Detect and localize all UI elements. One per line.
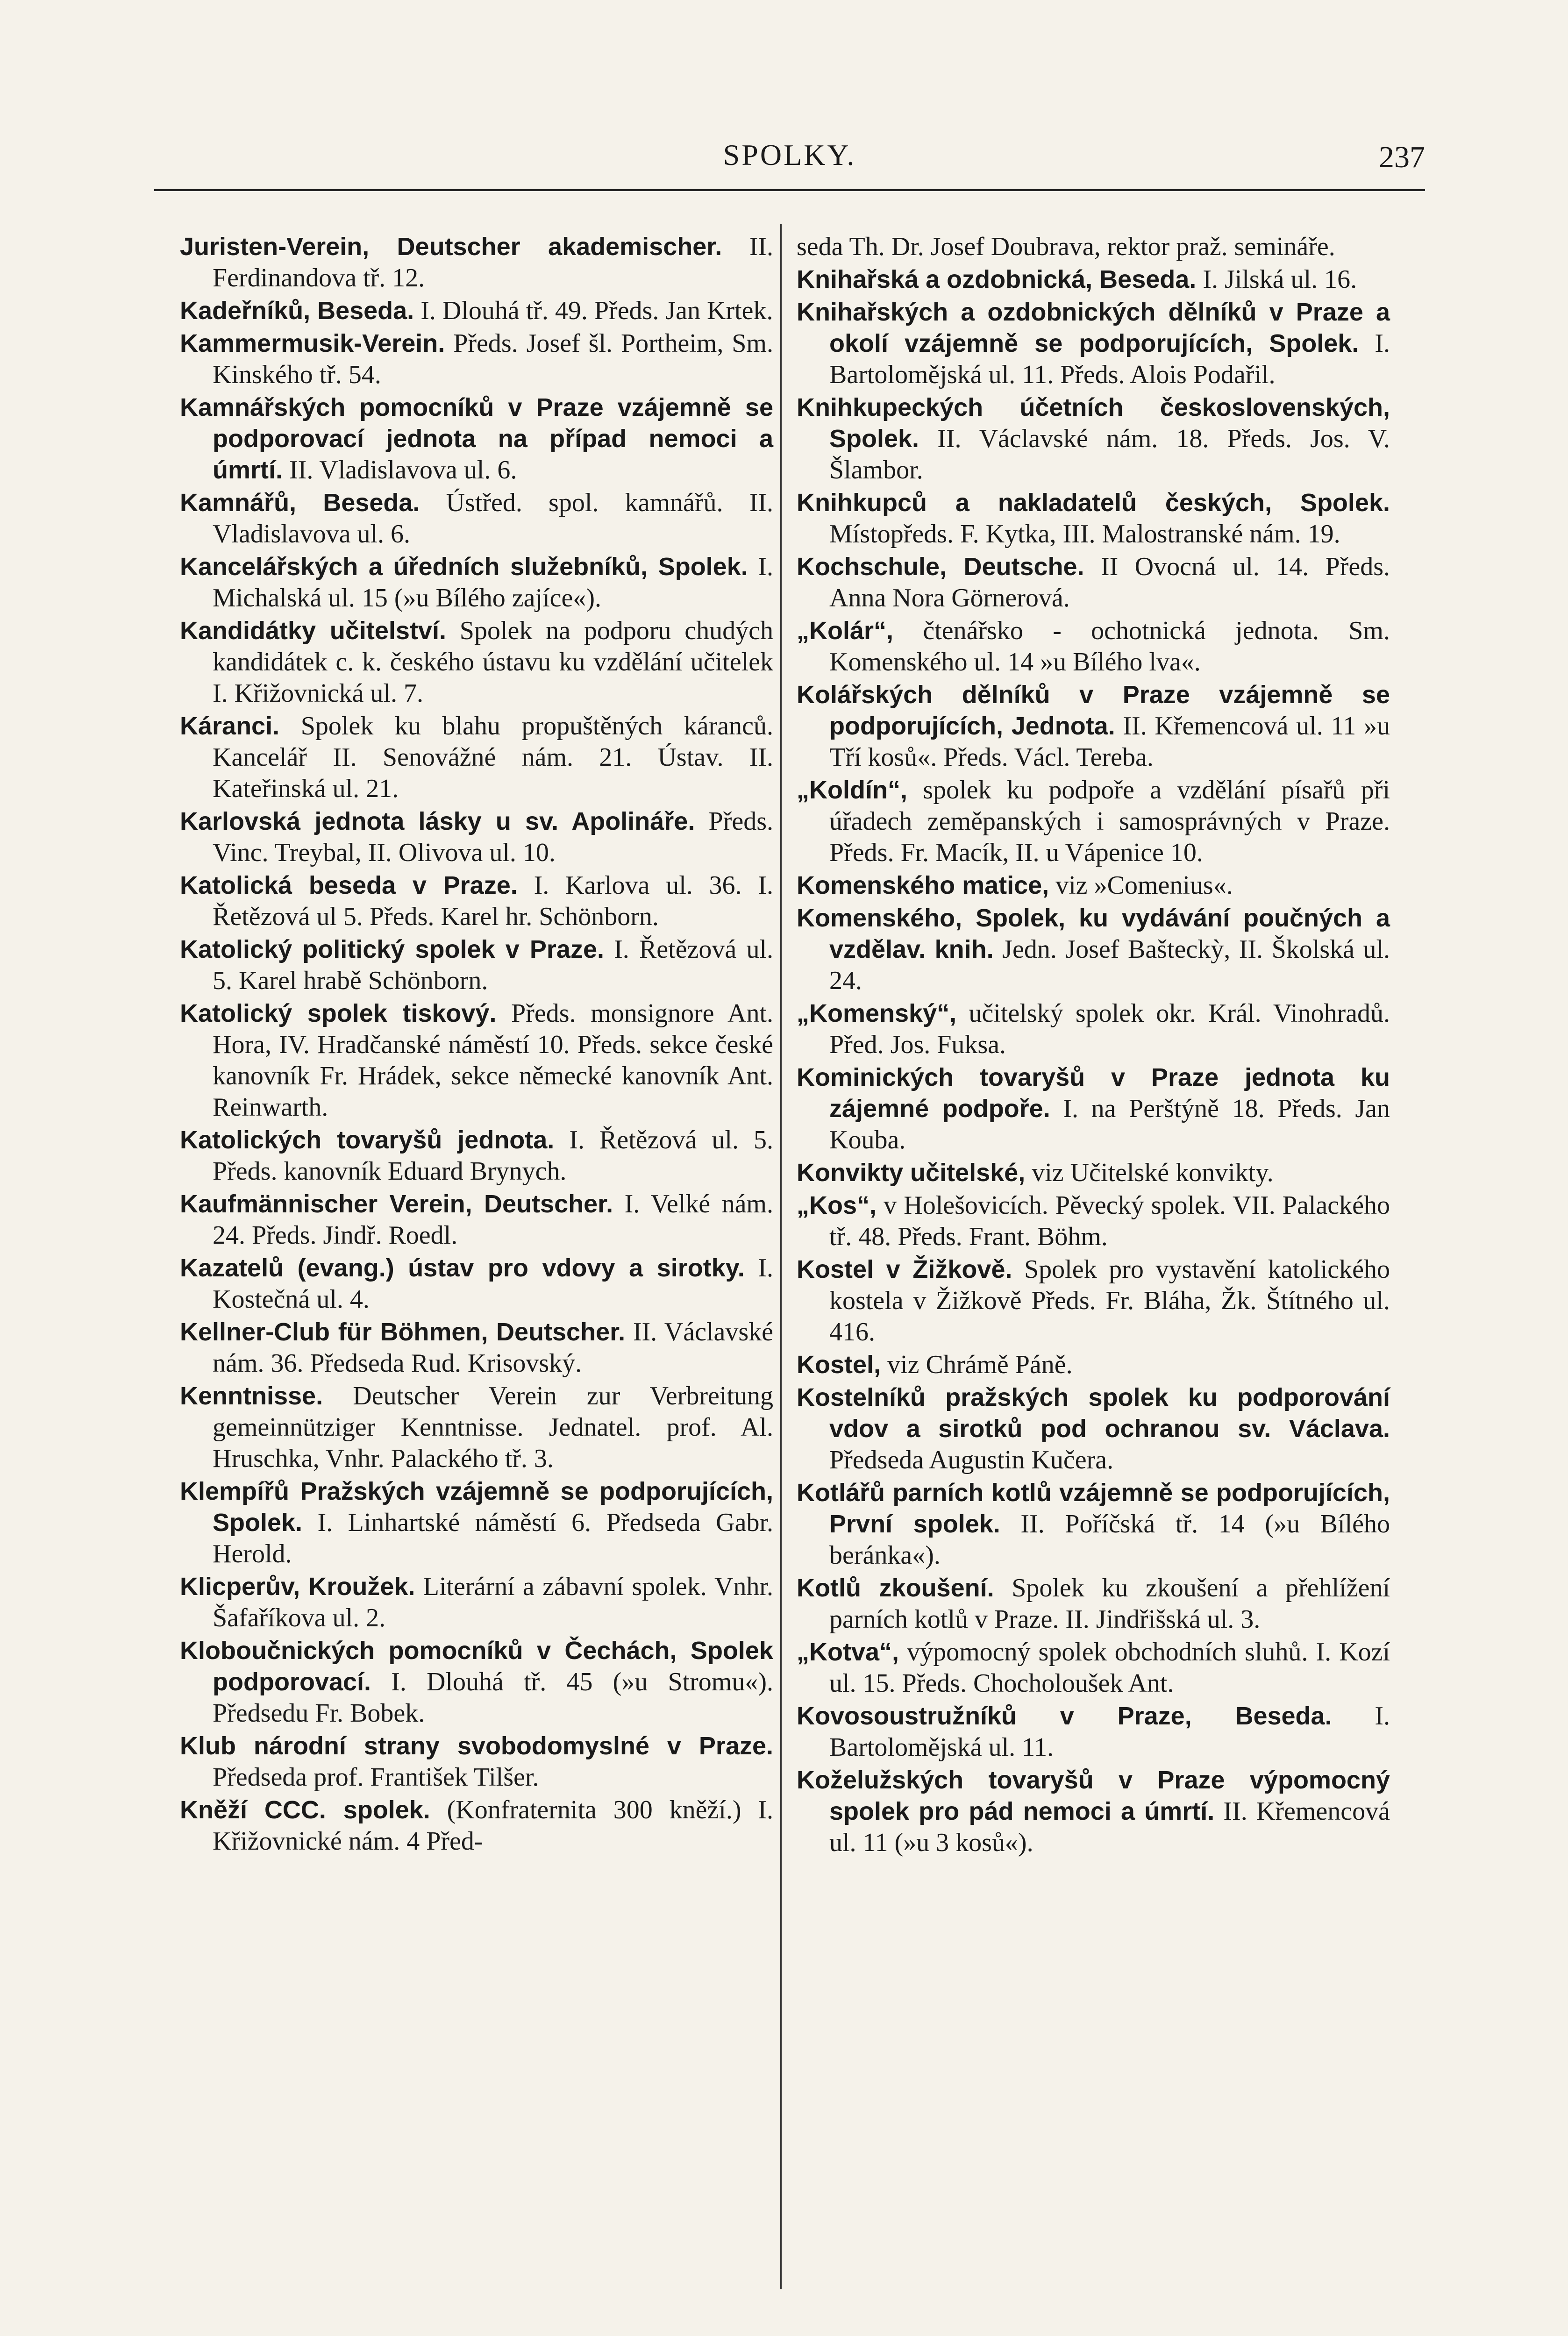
- entry-heading: Katolický spolek tiskový.: [180, 999, 497, 1027]
- entry-heading: Katolická beseda v Praze.: [180, 871, 518, 899]
- entry-text: viz »Comenius«.: [1049, 871, 1233, 900]
- entry-text: viz Chrámě Páně.: [881, 1350, 1073, 1379]
- entry-heading: Kochschule, Deutsche.: [797, 553, 1084, 581]
- entry-heading: Kancelářských a úředních služebníků, Spolek.: [180, 553, 748, 581]
- directory-entry: [180, 328, 773, 391]
- entry-heading: Knihařských a ozdobnických dělníků v Praze a okolí vzájemně se podporujících, Spolek.: [797, 298, 1390, 357]
- directory-entry: [180, 1381, 773, 1474]
- entry-text: seda Th. Dr. Josef Doubrava, rektor praž. semináře.: [797, 232, 1335, 261]
- directory-entry: [180, 1189, 773, 1251]
- entry-text: výpomocný spolek obchodních sluhů. I. Kozí ul. 15. Předs. Chocholoušek Ant.: [829, 1638, 1390, 1698]
- directory-entry: [180, 1731, 773, 1793]
- directory-entry: [797, 1637, 1390, 1699]
- directory-entry: [797, 998, 1390, 1061]
- entry-text: spolek ku podpoře a vzdělání písařů při úřadech zeměpanských i samosprávných v Praze. Předs. Fr. Macík, II. u Vápenice 10.: [829, 776, 1390, 867]
- directory-entry: [180, 1125, 773, 1187]
- directory-entry: [797, 615, 1390, 678]
- entry-heading: Kotlářů parních kotlů vzájemně se podporujících, První spolek.: [797, 1479, 1390, 1538]
- entry-text: viz Učitelské konvikty.: [1025, 1158, 1274, 1187]
- directory-entry: [180, 392, 773, 486]
- entry-text: I. Bartolomějská ul. 11. Předs. Alois Podařil.: [829, 329, 1390, 389]
- left-column: [180, 231, 773, 1859]
- entry-text: Předs. Vinc. Treybal, II. Olivova ul. 10.: [213, 807, 773, 867]
- directory-entry: [797, 1573, 1390, 1635]
- entry-text: Ústřed. spol. kamnářů. II. Vladislavova ul. 6.: [213, 488, 773, 548]
- entry-heading: Kamnářských pomocníků v Praze vzájemně se podporovací jednota na případ nemoci a úmrtí.: [180, 393, 773, 484]
- directory-entry: [180, 295, 773, 327]
- entry-text: Předs. Josef šl. Portheim, Sm. Kinského tř. 54.: [213, 329, 773, 389]
- entry-text: I. Dlouhá tř. 49. Předs. Jan Krtek.: [414, 296, 773, 325]
- entry-text: II. Poříčská tř. 14 (»u Bílého beránka«).: [829, 1510, 1390, 1570]
- entry-text: Spolek na podporu chudých kandidátek c. k. českého ústavu ku vzdělání učitelek I. Křižovnická ul. 7.: [213, 616, 773, 708]
- entry-text: I. Michalská ul. 15 (»u Bílého zajíce«).: [213, 552, 773, 612]
- entry-text: Spolek ku blahu propuštěných káranců. Kancelář II. Senovážné nám. 21. Ústav. II. Kateřinská ul. 21.: [213, 712, 773, 803]
- directory-entry: [797, 1701, 1390, 1763]
- right-column: [797, 231, 1390, 1860]
- column-divider: [780, 224, 782, 2289]
- entry-heading: Kovosoustružníků v Praze, Beseda.: [797, 1702, 1332, 1730]
- entry-text: Spolek pro vystavění katolického kostela v Žižkově Předs. Fr. Bláha, Žk. Štítného ul. 416.: [829, 1255, 1390, 1346]
- directory-entry: [797, 264, 1390, 295]
- directory-entry: [180, 1317, 773, 1379]
- directory-entry: [180, 1571, 773, 1634]
- page-number: 237: [1379, 140, 1425, 174]
- entry-heading: Kadeřníků, Beseda.: [180, 297, 414, 325]
- entry-text: II. Vladislavova ul. 6.: [283, 456, 517, 484]
- entry-heading: Kněží CCC. spolek.: [180, 1796, 430, 1824]
- directory-entry: [180, 806, 773, 869]
- entry-text: Předseda prof. František Tilšer.: [213, 1763, 539, 1792]
- entry-heading: Knihařská a ozdobnická, Beseda.: [797, 265, 1197, 293]
- entry-heading: Karlovská jednota lásky u sv. Apolináře.: [180, 807, 695, 835]
- entry-heading: Katolický politický spolek v Praze.: [180, 935, 604, 963]
- entry-heading: Konvikty učitelské,: [797, 1159, 1026, 1187]
- entry-text: učitelský spolek okr. Král. Vinohradů. Před. Jos. Fuksa.: [829, 999, 1390, 1059]
- entry-text: I. Jilská ul. 16.: [1196, 265, 1357, 294]
- entry-text: II. Křemencová ul. 11 (»u 3 kosů«).: [829, 1797, 1390, 1857]
- entry-text: II. Křemencová ul. 11 »u Tří kosů«. Předs. Václ. Tereba.: [829, 712, 1390, 772]
- directory-entry: [180, 998, 773, 1123]
- entry-heading: Kaufmännischer Verein, Deutscher.: [180, 1190, 613, 1218]
- entry-heading: Klub národní strany svobodomyslné v Praze.: [180, 1732, 773, 1760]
- entry-heading: Kamnářů, Beseda.: [180, 489, 420, 517]
- directory-entry: [797, 1062, 1390, 1156]
- entry-text: I. Karlova ul. 36. I. Řetězová ul 5. Předs. Karel hr. Schönborn.: [213, 871, 774, 931]
- directory-entry: [797, 775, 1390, 869]
- entry-text: I. na Perštýně 18. Předs. Jan Kouba.: [829, 1094, 1390, 1154]
- directory-entry: [180, 1476, 773, 1570]
- entry-text: Předs. monsignore Ant. Hora, IV. Hradčanské náměstí 10. Předs. sekce české kanovník Fr. Hrádek, sekce německé kanovník Ant. Reinwarth.: [213, 999, 774, 1122]
- directory-entry: [797, 1157, 1390, 1189]
- directory-entry: [797, 487, 1390, 550]
- directory-entry: [180, 1635, 773, 1729]
- entry-heading: Katolických tovaryšů jednota.: [180, 1126, 555, 1154]
- entry-text: I. Bartolomějská ul. 11.: [829, 1702, 1390, 1762]
- entry-text: I. Kostečná ul. 4.: [213, 1253, 774, 1314]
- entry-heading: Juristen-Verein, Deutscher akademischer.: [180, 233, 722, 261]
- directory-entry: [180, 231, 773, 294]
- entry-heading: Káranci.: [180, 712, 280, 740]
- directory-entry: [797, 1254, 1390, 1348]
- entry-text: I. Řetězová ul. 5. Předs. kanovník Eduard Brynych.: [213, 1125, 773, 1186]
- entry-text: Spolek ku zkoušení a přehlížení parních kotlů v Praze. II. Jindřišská ul. 3.: [829, 1574, 1390, 1634]
- entry-heading: Kandidátky učitelství.: [180, 617, 446, 645]
- directory-entry: [797, 679, 1390, 773]
- directory-entry: [797, 1382, 1390, 1476]
- entry-heading: Kellner-Club für Böhmen, Deutscher.: [180, 1318, 626, 1346]
- directory-entry: [180, 551, 773, 614]
- entry-heading: Kostel,: [797, 1351, 881, 1379]
- entry-heading: Kotlů zkoušení.: [797, 1574, 994, 1602]
- entry-heading: Komenského matice,: [797, 871, 1049, 899]
- directory-entry: [180, 870, 773, 933]
- entry-text: I. Dlouhá tř. 45 (»u Stromu«). Předsedu Fr. Bobek.: [213, 1667, 773, 1728]
- directory-entry: [797, 1190, 1390, 1253]
- entry-text: (Konfraternita 300 kněží.) I. Křižovnické nám. 4 Před-: [213, 1795, 773, 1856]
- entry-heading: Knihkupců a nakladatelů českých, Spolek.: [797, 489, 1390, 517]
- entry-text: Předseda Augustin Kučera.: [829, 1446, 1114, 1474]
- entry-heading: Knihkupeckých účetních československých, Spolek.: [797, 393, 1390, 453]
- directory-entry: [797, 551, 1390, 614]
- directory-entry: [797, 903, 1390, 997]
- directory-entry: [797, 297, 1390, 391]
- directory-entry: [180, 1253, 773, 1315]
- entry-heading: „Kos“,: [797, 1191, 877, 1219]
- page-header: [154, 138, 1425, 189]
- directory-entry: [797, 231, 1390, 263]
- directory-entry: [797, 392, 1390, 486]
- entry-text: Místopředs. F. Kytka, III. Malostranské nám. 19.: [829, 520, 1340, 548]
- directory-entry: [180, 487, 773, 550]
- entry-text: I. Linhartské náměstí 6. Předseda Gabr. Herold.: [213, 1508, 773, 1568]
- entry-heading: „Komenský“,: [797, 999, 957, 1027]
- directory-entry: [797, 1349, 1390, 1381]
- header-rule: [154, 189, 1425, 191]
- directory-entry: [180, 615, 773, 709]
- entry-text: II. Václavské nám. 18. Předs. Jos. V. Šlambor.: [829, 424, 1390, 484]
- entry-heading: „Kolár“,: [797, 617, 894, 645]
- entry-heading: Kazatelů (evang.) ústav pro vdovy a sirotky.: [180, 1254, 745, 1282]
- entry-text: čtenářsko - ochotnická jednota. Sm. Komenského ul. 14 »u Bílého lva«.: [829, 616, 1390, 677]
- entry-heading: Klempířů Pražských vzájemně se podporujících, Spolek.: [180, 1477, 773, 1537]
- entry-heading: Kostelníků pražských spolek ku podporování vdov a sirotků pod ochranou sv. Václava.: [797, 1383, 1390, 1443]
- entry-text: Deutscher Verein zur Verbreitung gemeinnütziger Kenntnisse. Jednatel. prof. Al. Hruschka, Vnhr. Palackého tř. 3.: [213, 1382, 773, 1473]
- directory-entry: [180, 934, 773, 997]
- entry-heading: Kammermusik-Verein.: [180, 329, 445, 357]
- entry-heading: „Kotva“,: [797, 1638, 899, 1666]
- entry-heading: Kominických tovaryšů v Praze jednota ku zájemné podpoře.: [797, 1063, 1390, 1123]
- entry-text: Jedn. Josef Bašteckỳ, II. Školská ul. 24.: [829, 935, 1390, 995]
- entry-heading: Kloboučnických pomocníků v Čechách, Spolek podporovací.: [180, 1637, 773, 1696]
- entry-heading: Komenského, Spolek, ku vydávání poučných a vzdělav. knih.: [797, 904, 1390, 963]
- entry-heading: Kenntnisse.: [180, 1382, 323, 1410]
- entry-heading: Koželužských tovaryšů v Praze výpomocný spolek pro pád nemoci a úmrtí.: [797, 1766, 1390, 1825]
- directory-entry: [797, 1765, 1390, 1859]
- entry-text: Literární a zábavní spolek. Vnhr. Šafaříkova ul. 2.: [213, 1572, 773, 1632]
- entry-text: v Holešovicích. Pěvecký spolek. VII. Palackého tř. 48. Předs. Frant. Böhm.: [829, 1191, 1390, 1251]
- directory-entry: [797, 870, 1390, 901]
- directory-entry: [797, 1477, 1390, 1571]
- entry-heading: Kostel v Žižkově.: [797, 1255, 1012, 1283]
- directory-entry: [180, 711, 773, 805]
- entry-text: I. Velké nám. 24. Předs. Jindř. Roedl.: [213, 1189, 773, 1250]
- entry-text: I. Řetězová ul. 5. Karel hrabě Schönborn.: [213, 935, 774, 995]
- entry-text: II. Václavské nám. 36. Předseda Rud. Krisovský.: [213, 1318, 773, 1378]
- entry-heading: „Koldín“,: [797, 776, 907, 804]
- directory-entry: [180, 1795, 773, 1857]
- page-title: SPOLKY.: [723, 138, 856, 171]
- entry-text: II. Ferdinandova tř. 12.: [213, 232, 774, 292]
- entry-heading: Klicperův, Kroužek.: [180, 1573, 415, 1601]
- entry-heading: Kolářských dělníků v Praze vzájemně se podporujících, Jednota.: [797, 681, 1390, 740]
- entry-text: II Ovocná ul. 14. Předs. Anna Nora Görnerová.: [829, 552, 1390, 612]
